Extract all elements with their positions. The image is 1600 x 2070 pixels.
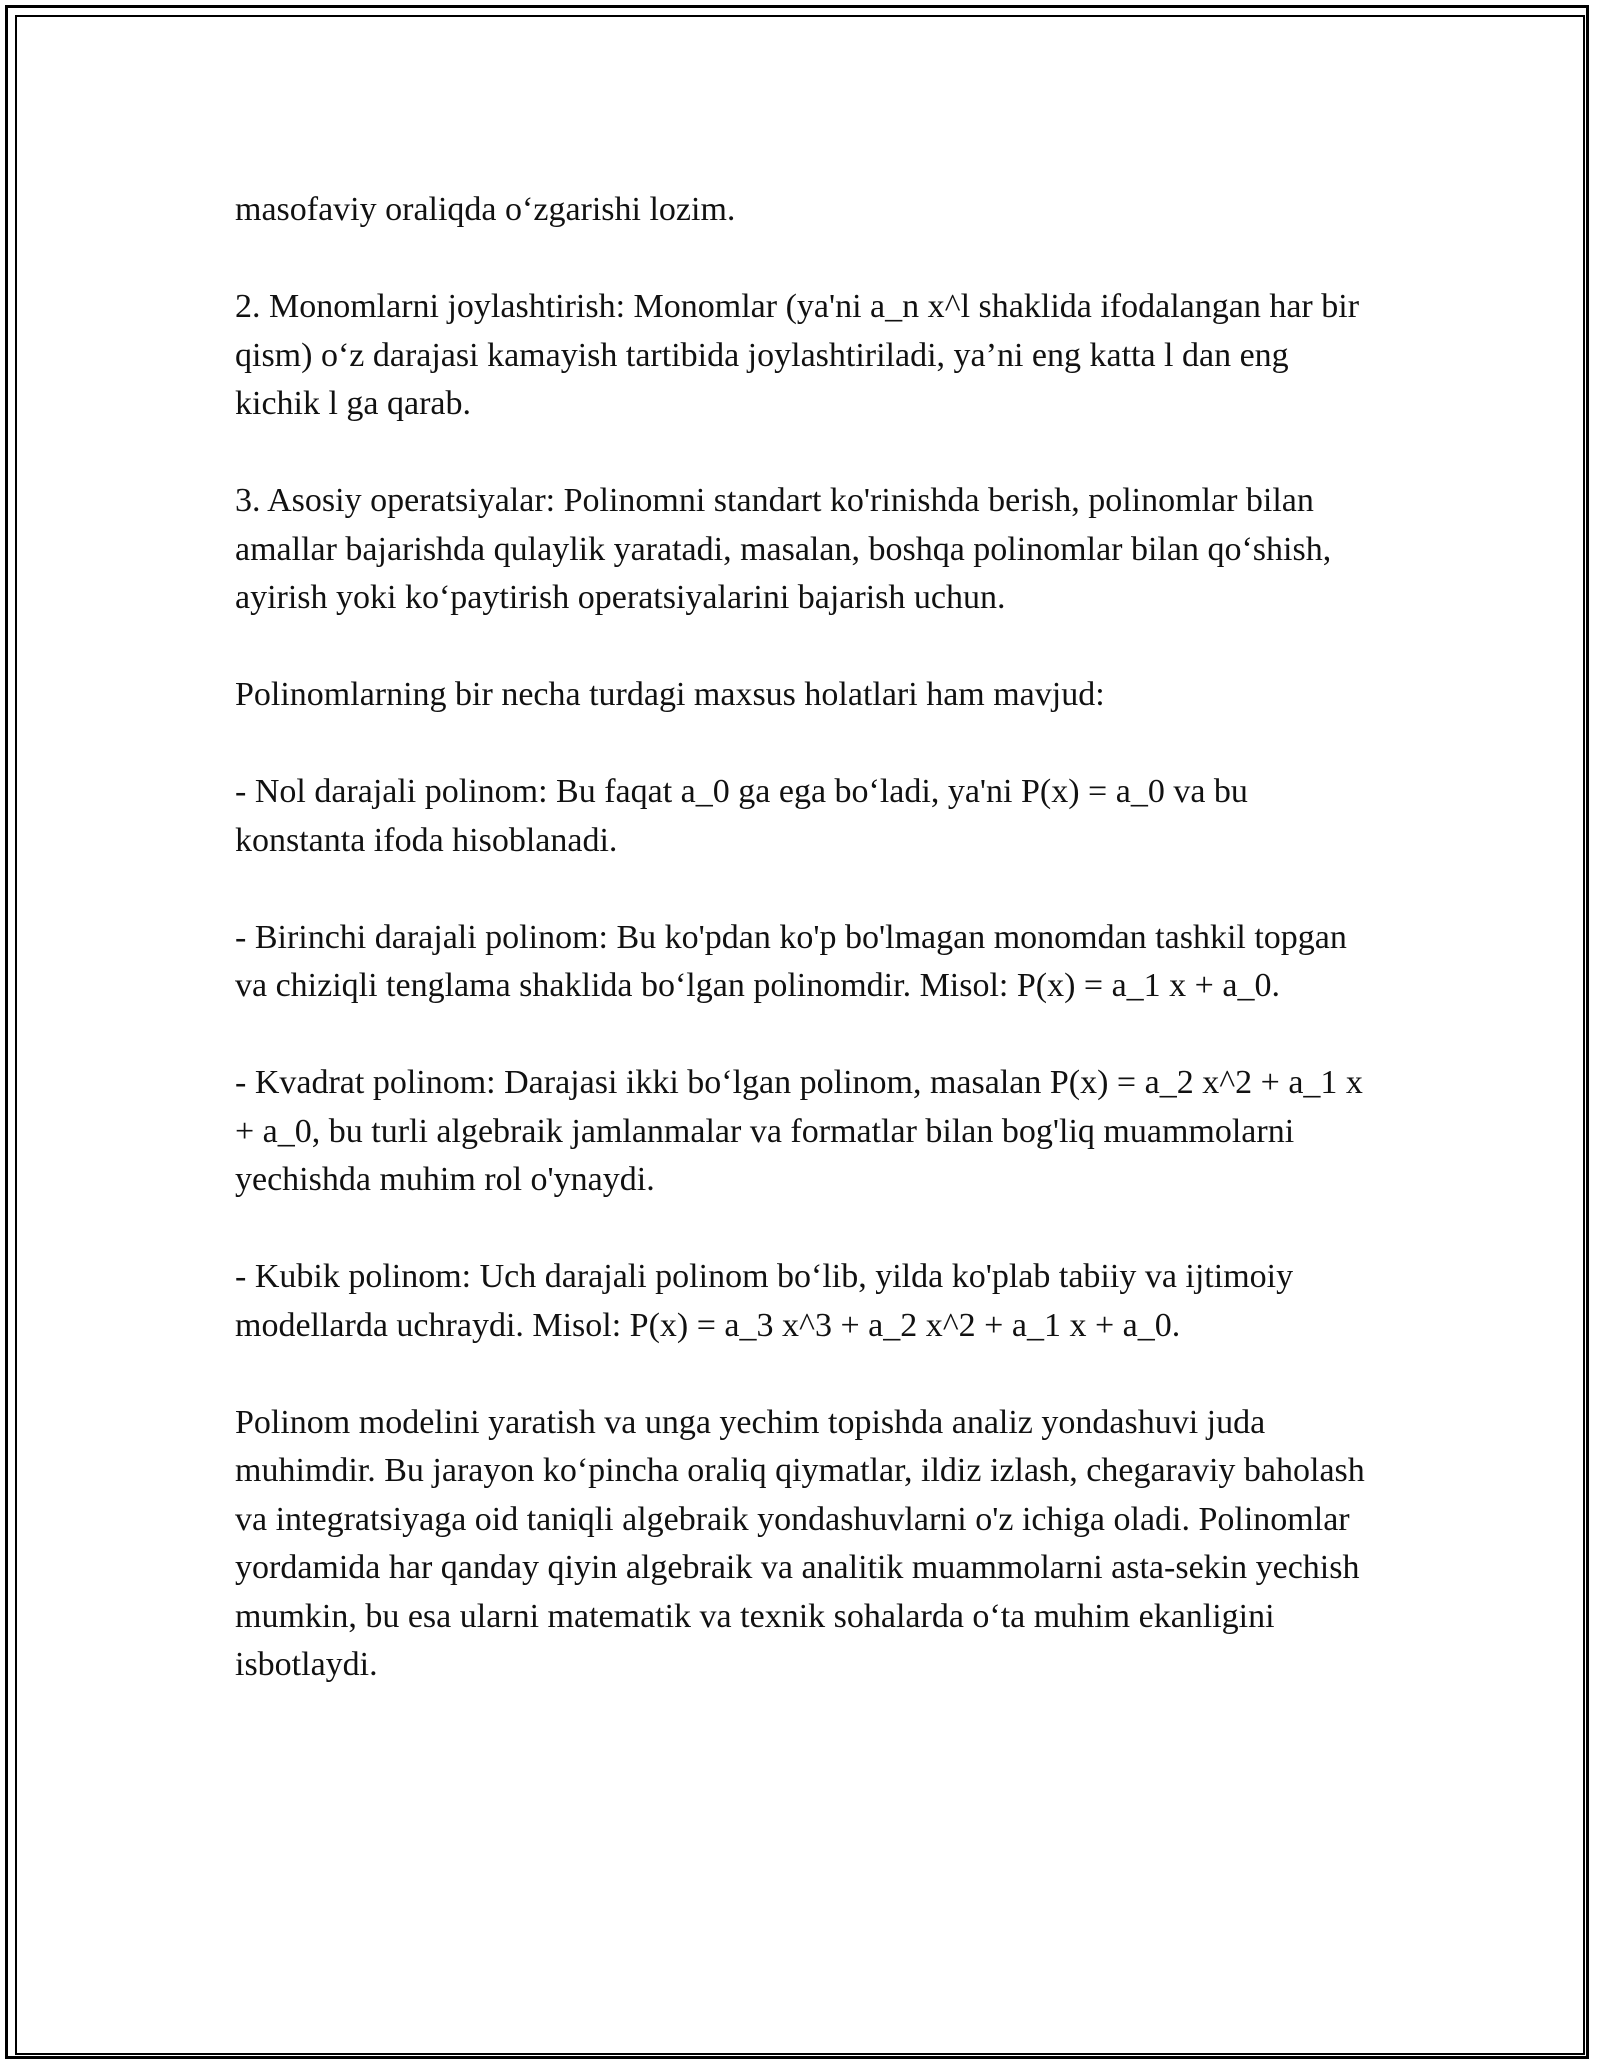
paragraph-continuation: masofaviy oraliqda o‘zgarishi lozim. bbox=[235, 191, 736, 228]
paragraph-first-degree: - Birinchi darajali polinom: Bu ko'pdan ko'p bo'lmagan monomdan tashkil topgan va chiziqli tenglama shaklida bo‘lgan polinomdir. Misol: P(x) = a_1 x + a_0. bbox=[235, 918, 1347, 1004]
paragraph-conclusion: Polinom modelini yaratish va unga yechim topishda analiz yondashuvi juda muhimdir. Bu jarayon ko‘pincha oraliq qiymatlar, ildiz izlash, chegaraviy baholash va integratsiyaga oid taniqli algebraik yondashuvlarni o'z ichiga oladi. Polinomlar yordamida har qanday qiyin algebraik va analitik muammolarni asta-sekin yechish mumkin, bu esa ularni matematik va texnik sohalarda o‘ta muhim ekanligini isbotlaydi. bbox=[235, 1403, 1365, 1683]
paragraph-cubic: - Kubik polinom: Uch darajali polinom bo‘lib, yilda ko'plab tabiiy va ijtimoiy modellarda uchraydi. Misol: P(x) = a_3 x^3 + a_2 x^2 + a_1 x + a_0. bbox=[235, 1258, 1294, 1344]
paragraph-special-cases-intro: Polinomlarning bir necha turdagi maxsus holatlari ham mavjud: bbox=[235, 676, 1105, 713]
paragraph-basic-operations: 3. Asosiy operatsiyalar: Polinomni standart ko'rinishda berish, polinomlar bilan amallar bajarishda qulaylik yaratadi, masalan, boshqa polinomlar bilan qo‘shish, ayirish yoki ko‘paytirish operatsiyalarini bajarish uchun. bbox=[235, 482, 1332, 616]
paragraph-quadratic: - Kvadrat polinom: Darajasi ikki bo‘lgan polinom, masalan P(x) = a_2 x^2 + a_1 x + a_0, bu turli algebraik jamlanmalar va formatlar bilan bog'liq muammolarni yechishda muhim rol o'ynaydi. bbox=[235, 1064, 1363, 1198]
paragraph-zero-degree: - Nol darajali polinom: Bu faqat a_0 ga ega bo‘ladi, ya'ni P(x) = a_0 va bu konstanta ifoda hisoblanadi. bbox=[235, 773, 1248, 859]
paragraph-monomial-ordering: 2. Monomlarni joylashtirish: Monomlar (ya'ni a_n x^l shaklida ifodalangan har bir qism) o‘z darajasi kamayish tartibida joylashtiriladi, ya’ni eng katta l dan eng kichik l ga qarab. bbox=[235, 288, 1360, 422]
document-body bbox=[235, 186, 1375, 1690]
